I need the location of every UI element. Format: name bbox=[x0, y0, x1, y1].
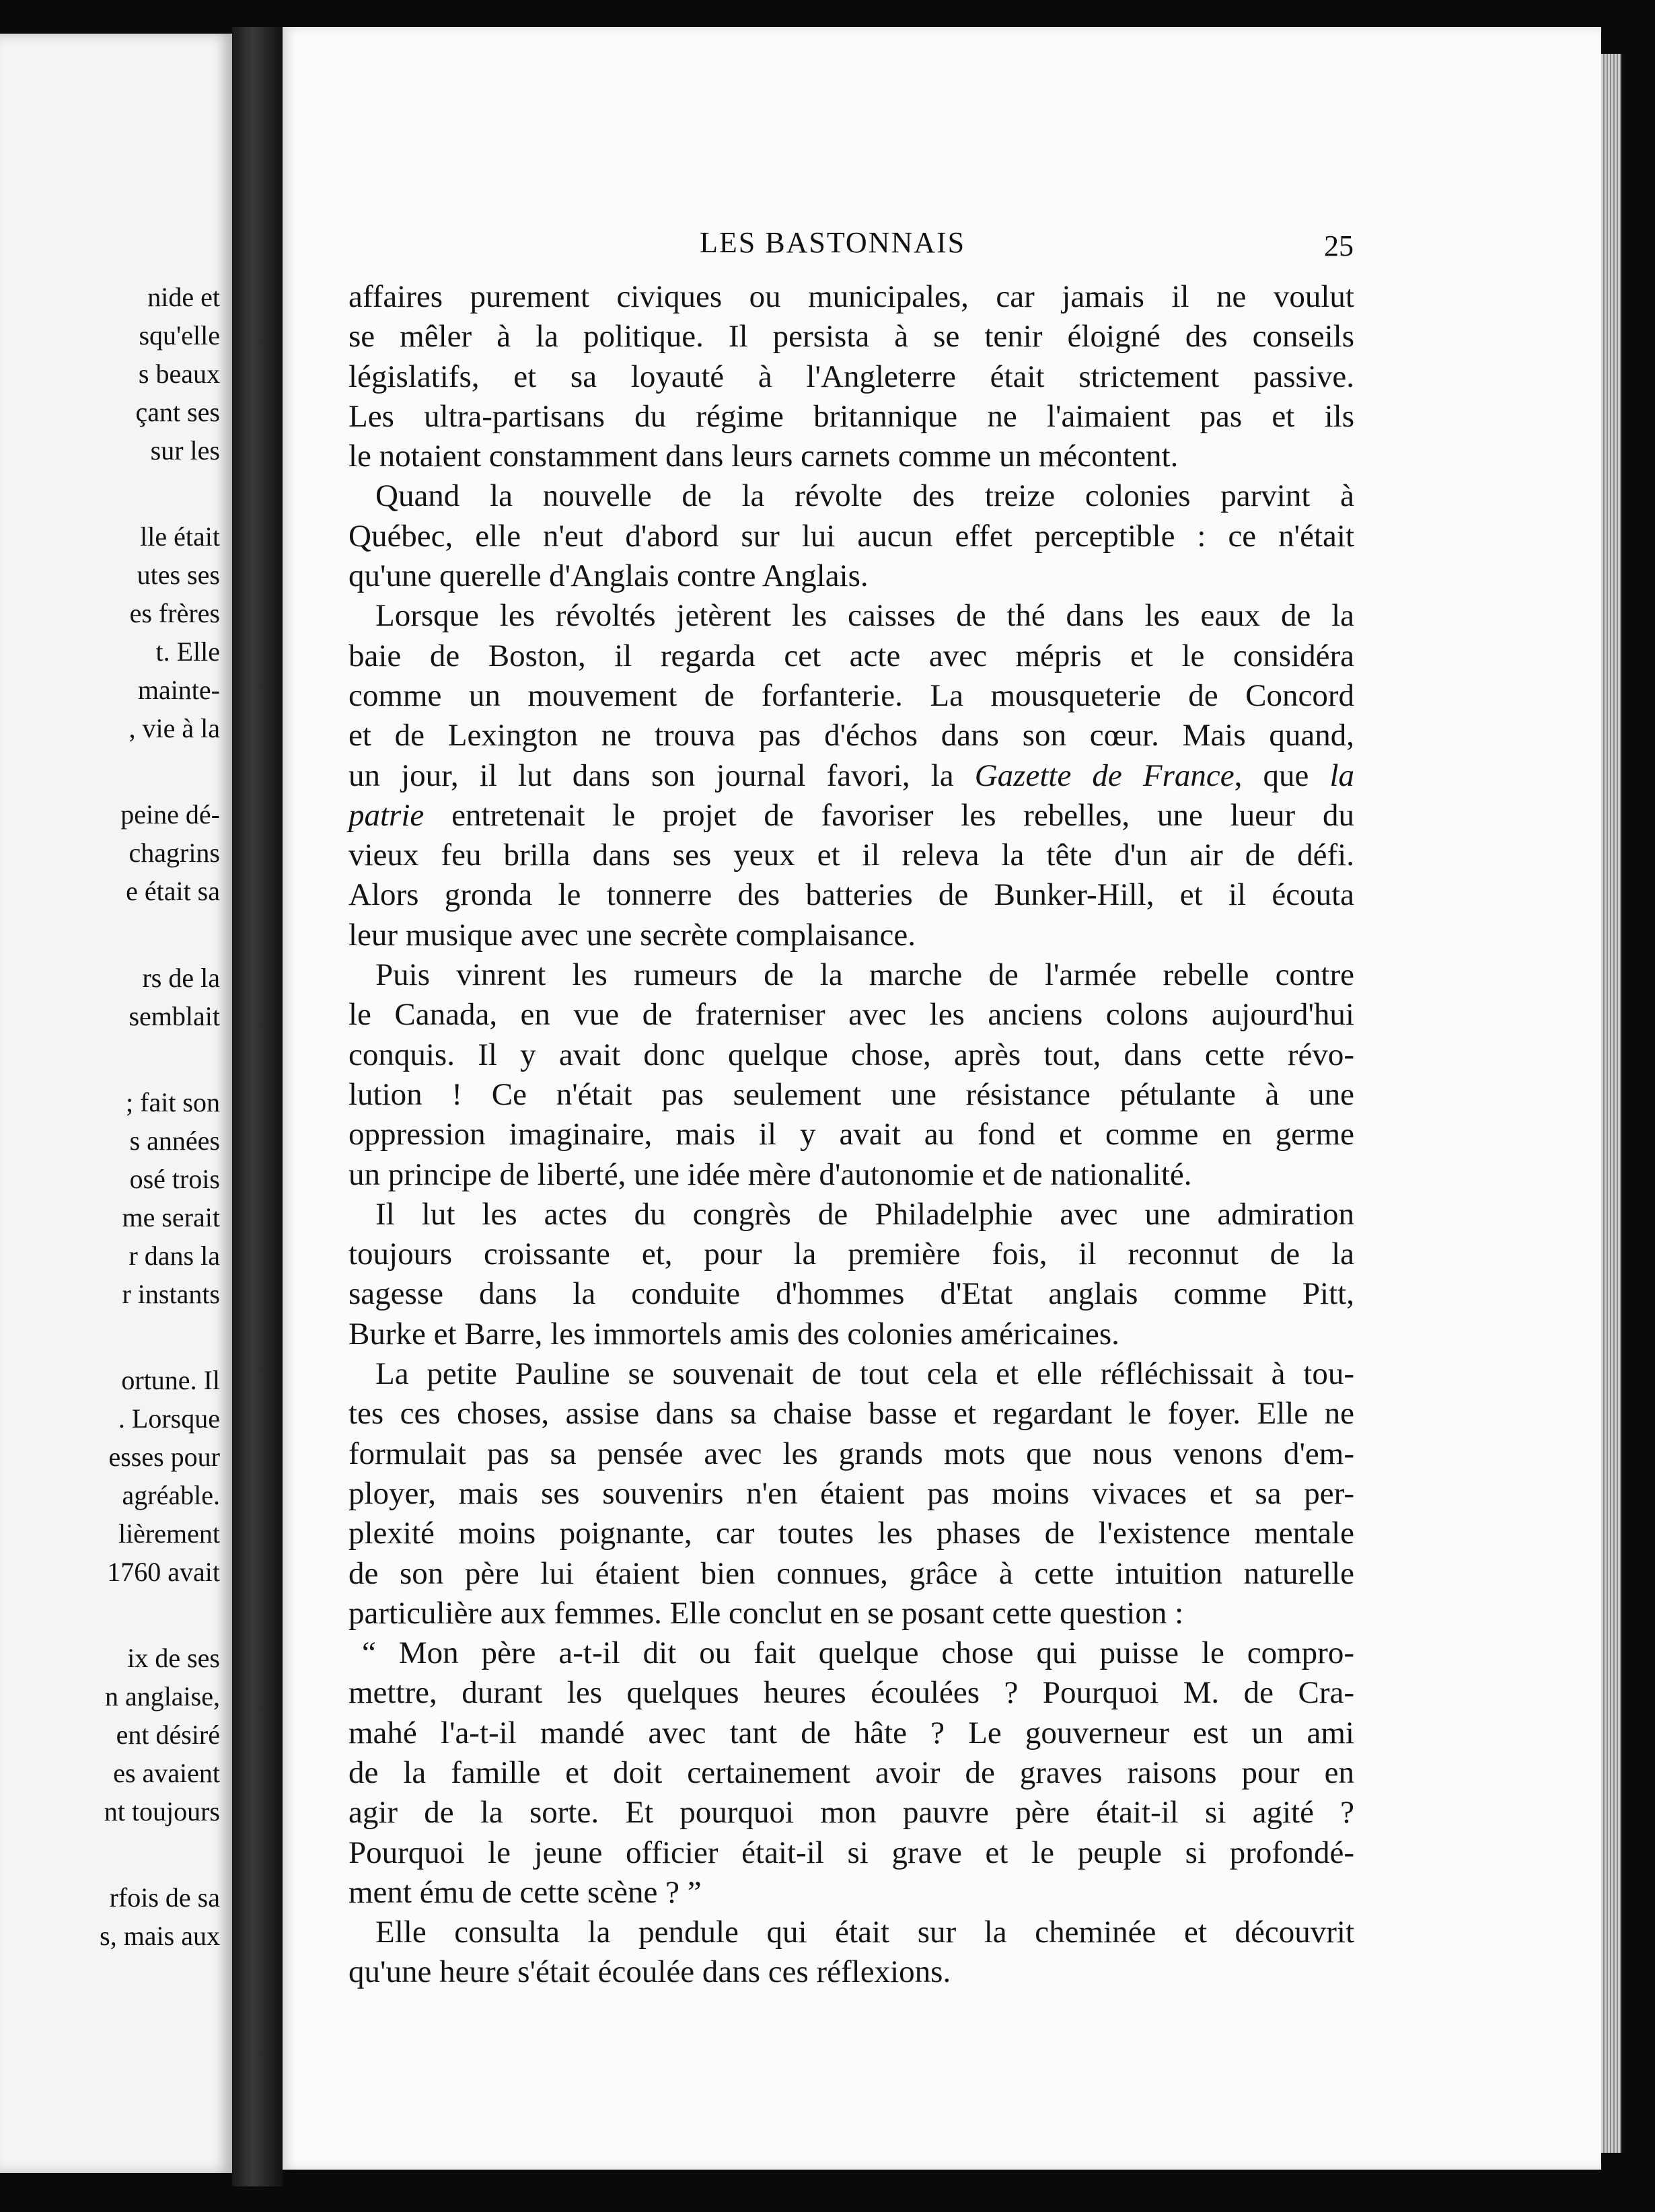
text-line: baie de Boston, il regarda cet acte avec mépris et le considéra bbox=[348, 638, 1354, 673]
text-line: comme un mouvement de forfanterie. La mousqueterie de Concord bbox=[348, 677, 1354, 713]
left-line: n anglaise, bbox=[104, 1681, 220, 1711]
text-line: Puis vinrent les rumeurs de la marche de l'armée rebelle contre bbox=[375, 957, 1354, 993]
text-line: qu'une querelle d'Anglais contre Anglais. bbox=[348, 558, 869, 594]
left-line: lle était bbox=[140, 521, 220, 552]
text-line: législatifs, et sa loyauté à l'Angleterre était strictement passive. bbox=[348, 359, 1354, 394]
text-line: plexité moins poignante, car toutes les phases de l'existence mentale bbox=[348, 1516, 1354, 1551]
left-line: rs de la bbox=[142, 963, 220, 993]
left-line: . Lorsque bbox=[118, 1403, 220, 1434]
text-line: Québec, elle n'eut d'abord sur lui aucun effet perceptible : ce n'était bbox=[348, 518, 1354, 554]
left-line: esses pour bbox=[108, 1442, 220, 1472]
left-line: nt toujours bbox=[104, 1796, 220, 1827]
text-line: le Canada, en vue de fraterniser avec les anciens colons aujourd'hui bbox=[348, 997, 1354, 1033]
text-line: Alors gronda le tonnerre des batteries de Bunker-Hill, et il écouta bbox=[348, 877, 1354, 913]
left-line: çant ses bbox=[135, 397, 220, 427]
left-line: osé trois bbox=[129, 1164, 220, 1194]
left-line: , vie à la bbox=[128, 713, 220, 743]
text-line: agir de la sorte. Et pourquoi mon pauvre père était-il si agité ? bbox=[348, 1795, 1354, 1831]
text-line: Elle consulta la pendule qui était sur la cheminée et découvrit bbox=[375, 1915, 1354, 1950]
text-line: se mêler à la politique. Il persista à se tenir éloigné des conseils bbox=[348, 319, 1354, 355]
italic-title: la bbox=[1329, 758, 1354, 793]
text-line: de son père lui étaient bien connues, grâce à cette intuition naturelle bbox=[348, 1555, 1354, 1591]
book-gutter bbox=[232, 27, 283, 2186]
text-line: ment ému de cette scène ? ” bbox=[348, 1874, 702, 1910]
text-line: formulait pas sa pensée avec les grands mots que nous venons d'em- bbox=[348, 1436, 1354, 1471]
left-line: 1760 avait bbox=[107, 1557, 220, 1587]
text-line-mixed bbox=[348, 796, 1354, 836]
running-title: LES BASTONNAIS bbox=[700, 226, 966, 259]
text-line: La petite Pauline se souvenait de tout cela et elle réfléchissait à tou- bbox=[375, 1356, 1354, 1392]
text-line: conquis. Il y avait donc quelque chose, après tout, dans cette révo- bbox=[348, 1037, 1354, 1072]
left-line: s, mais aux bbox=[100, 1921, 220, 1951]
text-line: et de Lexington ne trouva pas d'échos dans son cœur. Mais quand, bbox=[348, 718, 1354, 753]
left-line: s beaux bbox=[138, 359, 220, 389]
text-line: Burke et Barre, les immortels amis des colonies américaines. bbox=[348, 1316, 1119, 1352]
text-line: Il lut les actes du congrès de Philadelphie avec une admiration bbox=[375, 1196, 1354, 1232]
left-line: squ'elle bbox=[139, 320, 220, 351]
body-text bbox=[348, 277, 1354, 1993]
text-line: “ Mon père a-t-il dit ou fait quelque chose qui puisse le compro- bbox=[362, 1635, 1354, 1671]
left-line: agréable. bbox=[122, 1480, 220, 1510]
text-run: un jour, il lut dans son journal favori, la bbox=[348, 758, 954, 793]
text-line: affaires purement civiques ou municipales, car jamais il ne voulut bbox=[348, 279, 1354, 314]
left-line: s années bbox=[129, 1126, 220, 1156]
text-line: ployer, mais ses souvenirs n'en étaient pas moins vivaces et sa per- bbox=[348, 1475, 1354, 1511]
italic-title: patrie bbox=[348, 797, 425, 833]
left-line: e était sa bbox=[126, 876, 220, 906]
text-line: lution ! Ce n'était pas seulement une résistance pétulante à une bbox=[348, 1076, 1354, 1112]
left-line: utes ses bbox=[137, 560, 220, 590]
page-number: 25 bbox=[1324, 229, 1354, 262]
left-line: es avaient bbox=[113, 1758, 220, 1788]
left-line: ortune. Il bbox=[121, 1365, 220, 1395]
text-line: Lorsque les révoltés jetèrent les caisses de thé dans les eaux de la bbox=[375, 598, 1354, 634]
text-line: de la famille et doit certainement avoir de graves raisons pour en bbox=[348, 1755, 1354, 1790]
left-line: ent désiré bbox=[116, 1720, 220, 1750]
left-line: mainte- bbox=[137, 675, 220, 705]
text-line: un principe de liberté, une idée mère d'autonomie et de nationalité. bbox=[348, 1156, 1192, 1192]
left-line: me serait bbox=[122, 1202, 220, 1232]
left-line: semblait bbox=[128, 1001, 220, 1031]
text-line: Quand la nouvelle de la révolte des treize colonies parvint à bbox=[375, 478, 1354, 514]
italic-title: Gazette de France bbox=[974, 758, 1235, 793]
text-line: le notaient constamment dans leurs carnets comme un mécontent. bbox=[348, 439, 1179, 474]
text-line: tes ces choses, assise dans sa chaise basse et regardant le foyer. Elle ne bbox=[348, 1396, 1354, 1432]
text-line: toujours croissante et, pour la première fois, il reconnut de la bbox=[348, 1237, 1354, 1272]
left-line: es frères bbox=[129, 598, 220, 628]
text-line: Pourquoi le jeune officier était-il si grave et le peuple si profondé- bbox=[348, 1835, 1354, 1870]
left-line: ; fait son bbox=[126, 1087, 220, 1117]
left-line: r instants bbox=[122, 1279, 220, 1309]
text-line: oppression imaginaire, mais il y avait au fond et comme en germe bbox=[348, 1117, 1354, 1152]
previous-page-edge bbox=[0, 34, 232, 2173]
text-line: sagesse dans la conduite d'hommes d'Etat anglais comme Pitt, bbox=[348, 1276, 1354, 1312]
text-line: mahé l'a-t-il mandé avec tant de hâte ? Le gouverneur est un ami bbox=[348, 1715, 1354, 1750]
text-line: mettre, durant les quelques heures écoulées ? Pourquoi M. de Cra- bbox=[348, 1675, 1354, 1711]
left-line: r dans la bbox=[128, 1241, 220, 1271]
text-run: , que bbox=[1234, 758, 1309, 793]
text-line: leur musique avec une secrète complaisance. bbox=[348, 917, 916, 953]
left-line: chagrins bbox=[128, 838, 220, 868]
text-line: qu'une heure s'était écoulée dans ces réflexions. bbox=[348, 1954, 951, 1990]
left-line: lièrement bbox=[118, 1518, 220, 1549]
left-line: t. Elle bbox=[155, 636, 220, 667]
left-line: rfois de sa bbox=[109, 1882, 220, 1913]
left-line: nide et bbox=[147, 282, 220, 312]
text-run: entretenait le projet de favoriser les rebelles, une lueur du bbox=[424, 797, 1354, 833]
text-line: Les ultra-partisans du régime britannique ne l'aimaient pas et ils bbox=[348, 398, 1354, 434]
text-line: particulière aux femmes. Elle conclut en se posant cette question : bbox=[348, 1595, 1184, 1631]
text-line-mixed bbox=[348, 756, 1354, 796]
page-stack-edge bbox=[1601, 54, 1621, 2153]
left-line: sur les bbox=[150, 435, 220, 466]
text-line: vieux feu brilla dans ses yeux et il releva la tête d'un air de défi. bbox=[348, 838, 1354, 873]
left-line: ix de ses bbox=[127, 1643, 220, 1673]
left-line: peine dé- bbox=[120, 799, 220, 830]
